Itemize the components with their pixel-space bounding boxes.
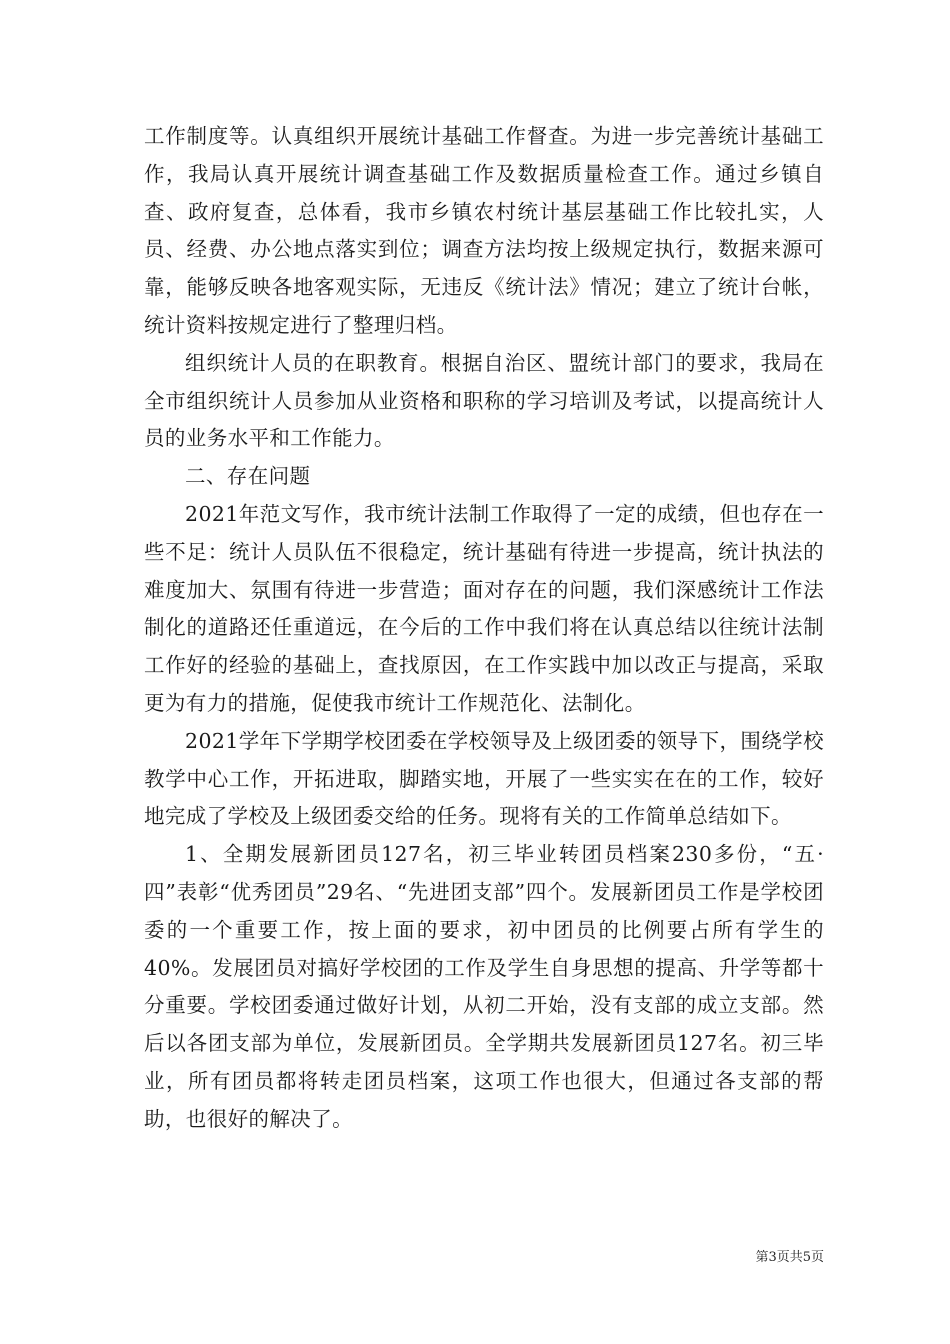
paragraph-new-members: 1、全期发展新团员127名，初三毕业转团员档案230多份，“五·四”表彰“优秀团员”29名、“先进团支部”四个。发展新团员工作是学校团委的一个重要工作，按上面的要求，初中团员的比例要占所有学生的40%。发展团员对搞好学校团的工作及学生自身思想的提高、升学等都十分重要。学校团委通过做好计划，从初二开始，没有支部的成立支部。然后以各团支部为单位，发展新团员。全学期共发展新团员127名。初三毕业，所有团员都将转走团员档案，这项工作也很大，但通过各支部的帮助，也很好的解决了。 — [144, 842, 824, 1131]
paragraph-problems: 2021年范文写作，我市统计法制工作取得了一定的成绩，但也存在一些不足：统计人员队伍不很稳定，统计基础有待进一步提高，统计执法的难度加大、氛围有待进一步营造；面对存在的问题，我们深感统计工作法制化的道路还任重道远，在今后的工作中我们将在认真总结以往统计法制工作好的经验的基础上，查找原因，在工作实践中加以改正与提高，采取更为有力的措施，促使我市统计工作规范化、法制化。 — [144, 501, 824, 715]
page-number-footer: 第3页共5页 — [755, 1250, 824, 1265]
paragraph-statistics-inspection: 工作制度等。认真组织开展统计基础工作督查。为进一步完善统计基础工作，我局认真开展统计调查基础工作及数据质量检查工作。通过乡镇自查、政府复查，总体看，我市乡镇农村统计基层基础工作比较扎实，人员、经费、办公地点落实到位；调查方法均按上级规定执行，数据来源可靠，能够反映各地客观实际，无违反《统计法》情况；建立了统计台帐，统计资料按规定进行了整理归档。 — [144, 124, 824, 337]
document-body — [144, 118, 824, 1139]
paragraph-staff-education: 组织统计人员的在职教育。根据自治区、盟统计部门的要求，我局在全市组织统计人员参加从业资格和职称的学习培训及考试，以提高统计人员的业务水平和工作能力。 — [144, 350, 824, 451]
section-heading-problems: 二、存在问题 — [185, 464, 311, 489]
paragraph-league-summary-intro: 2021学年下学期学校团委在学校领导及上级团委的领导下，围绕学校教学中心工作，开拓进取，脚踏实地，开展了一些实实在在的工作，较好地完成了学校及上级团委交给的任务。现将有关的工作简单总结如下。 — [144, 728, 824, 829]
